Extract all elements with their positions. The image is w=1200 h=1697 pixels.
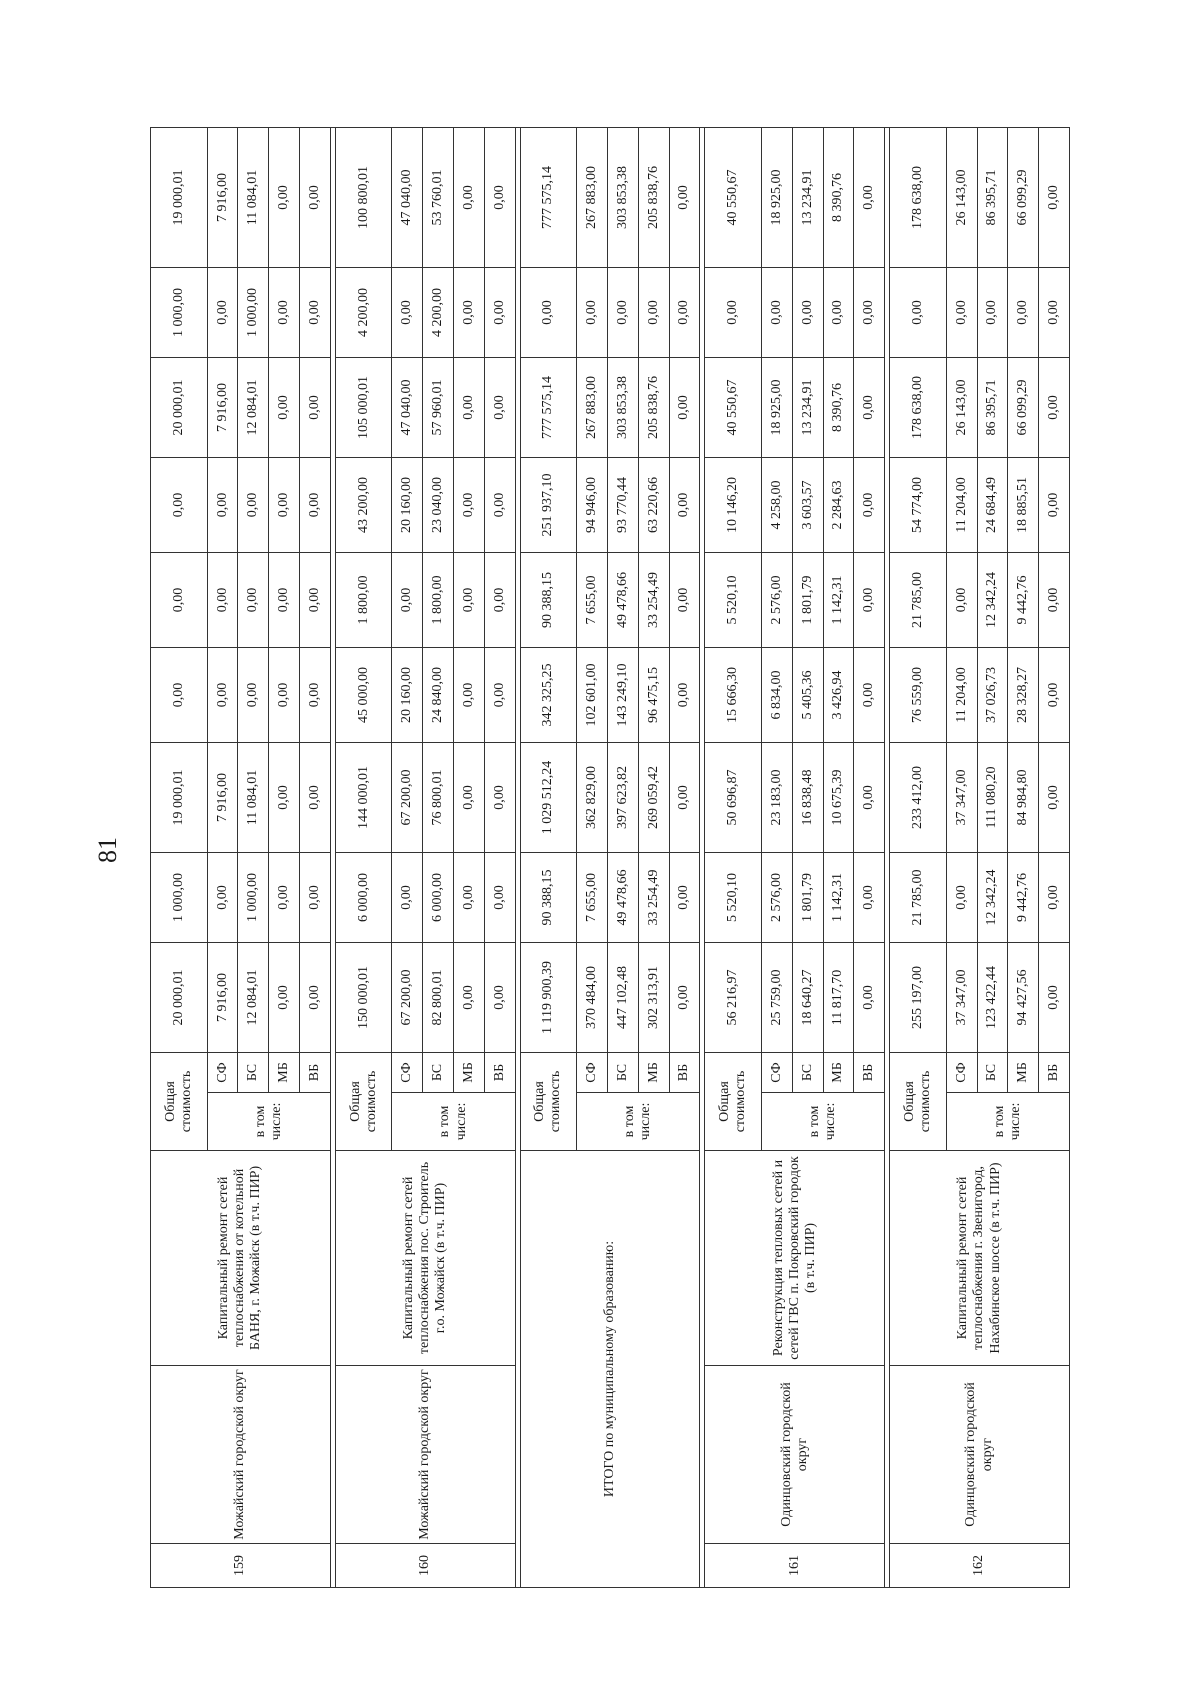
- amount-cell: 0,00: [207, 647, 238, 742]
- amount-cell: 1 800,00: [423, 552, 454, 647]
- amount-cell: 370 484,00: [577, 942, 608, 1052]
- amount-cell: 0,00: [1039, 357, 1070, 457]
- including-label: в том числе:: [762, 1093, 885, 1151]
- amount-cell: 0,00: [454, 942, 485, 1052]
- fund-code: МБ: [454, 1052, 485, 1092]
- fund-code: ВБ: [484, 1052, 515, 1092]
- amount-cell: 0,00: [854, 647, 885, 742]
- amount-cell: 0,00: [854, 942, 885, 1052]
- table-row: [705, 127, 762, 1587]
- amount-cell: 63 220,66: [638, 457, 669, 552]
- amount-cell: 2 284,63: [823, 457, 854, 552]
- table-row: [151, 127, 208, 1587]
- amount-cell: 0,00: [854, 127, 885, 267]
- fund-code: ВБ: [300, 1052, 331, 1092]
- amount-cell: 342 325,25: [520, 647, 577, 742]
- fund-code: ВБ: [854, 1052, 885, 1092]
- fund-code: БС: [977, 1052, 1008, 1092]
- amount-cell: 1 000,00: [238, 267, 269, 357]
- fund-code: МБ: [638, 1052, 669, 1092]
- amount-cell: 0,00: [823, 267, 854, 357]
- amount-cell: 7 916,00: [207, 357, 238, 457]
- amount-cell: 362 829,00: [577, 742, 608, 852]
- fund-code: СФ: [946, 1052, 977, 1092]
- amount-cell: 1 000,00: [238, 852, 269, 942]
- amount-cell: 269 059,42: [638, 742, 669, 852]
- amount-cell: 7 655,00: [577, 852, 608, 942]
- amount-cell: 0,00: [300, 552, 331, 647]
- amount-cell: 0,00: [946, 852, 977, 942]
- amount-cell: 3 603,57: [792, 457, 823, 552]
- amount-cell: 20 160,00: [392, 647, 423, 742]
- amount-cell: 49 478,66: [608, 552, 639, 647]
- amount-cell: 56 216,97: [705, 942, 762, 1052]
- amount-cell: 0,00: [269, 267, 300, 357]
- total-cost-label: Общая стоимость: [890, 1052, 947, 1150]
- amount-cell: 0,00: [854, 742, 885, 852]
- amount-cell: 0,00: [792, 267, 823, 357]
- amount-cell: 13 234,91: [792, 357, 823, 457]
- amount-cell: 50 696,87: [705, 742, 762, 852]
- page-number: 81: [93, 837, 122, 863]
- amount-cell: 0,00: [484, 267, 515, 357]
- amount-cell: 205 838,76: [638, 357, 669, 457]
- table-row: [335, 127, 392, 1587]
- amount-cell: 267 883,00: [577, 357, 608, 457]
- amount-cell: 5 520,10: [705, 552, 762, 647]
- amount-cell: 0,00: [300, 357, 331, 457]
- amount-cell: 0,00: [392, 852, 423, 942]
- amount-cell: 0,00: [454, 267, 485, 357]
- amount-cell: 15 666,30: [705, 647, 762, 742]
- amount-cell: 0,00: [1039, 457, 1070, 552]
- amount-cell: 7 916,00: [207, 942, 238, 1052]
- amount-cell: 11 084,01: [238, 742, 269, 852]
- amount-cell: 0,00: [854, 552, 885, 647]
- amount-cell: 0,00: [854, 267, 885, 357]
- table-row: [890, 127, 947, 1587]
- amount-cell: 0,00: [454, 552, 485, 647]
- amount-cell: 9 442,76: [1008, 852, 1039, 942]
- amount-cell: 49 478,66: [608, 852, 639, 942]
- municipality-name: Одинцовский городской округ: [890, 1366, 1070, 1544]
- amount-cell: 0,00: [269, 127, 300, 267]
- amount-cell: 90 388,15: [520, 852, 577, 942]
- amount-cell: 24 684,49: [977, 457, 1008, 552]
- amount-cell: 11 817,70: [823, 942, 854, 1052]
- amount-cell: 178 638,00: [890, 357, 947, 457]
- amount-cell: 0,00: [484, 852, 515, 942]
- amount-cell: 0,00: [1039, 552, 1070, 647]
- amount-cell: 777 575,14: [520, 127, 577, 267]
- including-label: в том числе:: [392, 1093, 515, 1151]
- total-cost-label: Общая стоимость: [335, 1052, 392, 1150]
- amount-cell: 43 200,00: [335, 457, 392, 552]
- amount-cell: 0,00: [238, 457, 269, 552]
- total-row: [520, 127, 577, 1587]
- amount-cell: 0,00: [669, 357, 700, 457]
- fund-code: БС: [423, 1052, 454, 1092]
- amount-cell: 0,00: [269, 647, 300, 742]
- amount-cell: 0,00: [300, 852, 331, 942]
- amount-cell: 26 143,00: [946, 357, 977, 457]
- amount-cell: 11 084,01: [238, 127, 269, 267]
- amount-cell: 144 000,01: [335, 742, 392, 852]
- amount-cell: 0,00: [1039, 942, 1070, 1052]
- amount-cell: 0,00: [669, 742, 700, 852]
- amount-cell: 0,00: [669, 552, 700, 647]
- amount-cell: 0,00: [238, 552, 269, 647]
- amount-cell: 37 026,73: [977, 647, 1008, 742]
- object-name: Капитальный ремонт сетей теплоснабжения от котельной БАНЯ, г. Можайск (в т.ч. ПИР): [151, 1151, 331, 1366]
- object-name: Капитальный ремонт сетей теплоснабжения г. Звенигород, Нахабинское шоссе (в т.ч. ПИР): [890, 1151, 1070, 1366]
- object-name: Реконструкция тепловых сетей и сетей ГВС п. Покровский городок (в т.ч. ПИР): [705, 1151, 885, 1366]
- amount-cell: 0,00: [484, 457, 515, 552]
- table-body: [151, 127, 1070, 1587]
- amount-cell: 12 084,01: [238, 357, 269, 457]
- amount-cell: 12 342,24: [977, 552, 1008, 647]
- amount-cell: 0,00: [1039, 127, 1070, 267]
- amount-cell: 76 800,01: [423, 742, 454, 852]
- amount-cell: 255 197,00: [890, 942, 947, 1052]
- amount-cell: 2 576,00: [762, 552, 793, 647]
- amount-cell: 0,00: [300, 127, 331, 267]
- amount-cell: 0,00: [520, 267, 577, 357]
- amount-cell: 0,00: [151, 647, 208, 742]
- amount-cell: 0,00: [454, 852, 485, 942]
- amount-cell: 143 249,10: [608, 647, 639, 742]
- fund-code: МБ: [823, 1052, 854, 1092]
- amount-cell: 20 000,01: [151, 942, 208, 1052]
- amount-cell: 0,00: [300, 267, 331, 357]
- amount-cell: 11 204,00: [946, 647, 977, 742]
- amount-cell: 0,00: [854, 357, 885, 457]
- amount-cell: 20 000,01: [151, 357, 208, 457]
- amount-cell: 0,00: [946, 552, 977, 647]
- amount-cell: 37 347,00: [946, 742, 977, 852]
- amount-cell: 6 000,00: [335, 852, 392, 942]
- amount-cell: 0,00: [269, 742, 300, 852]
- amount-cell: 0,00: [669, 942, 700, 1052]
- fund-code: ВБ: [669, 1052, 700, 1092]
- amount-cell: 4 200,00: [423, 267, 454, 357]
- amount-cell: 16 838,48: [792, 742, 823, 852]
- amount-cell: 54 774,00: [890, 457, 947, 552]
- rotated-table-container: [150, 128, 1070, 1588]
- amount-cell: 0,00: [890, 267, 947, 357]
- amount-cell: 4 200,00: [335, 267, 392, 357]
- amount-cell: 19 000,01: [151, 742, 208, 852]
- amount-cell: 76 559,00: [890, 647, 947, 742]
- including-label: в том числе:: [946, 1093, 1069, 1151]
- amount-cell: 6 834,00: [762, 647, 793, 742]
- amount-cell: 150 000,01: [335, 942, 392, 1052]
- amount-cell: 233 412,00: [890, 742, 947, 852]
- amount-cell: 1 801,79: [792, 852, 823, 942]
- amount-cell: 0,00: [454, 127, 485, 267]
- amount-cell: 67 200,00: [392, 742, 423, 852]
- amount-cell: 0,00: [151, 552, 208, 647]
- amount-cell: 67 200,00: [392, 942, 423, 1052]
- including-label: в том числе:: [207, 1093, 330, 1151]
- municipality-name: Можайский городской округ: [335, 1366, 515, 1544]
- row-number: 160: [335, 1544, 515, 1588]
- amount-cell: 0,00: [269, 357, 300, 457]
- including-label: в том числе:: [577, 1093, 700, 1151]
- amount-cell: 1 142,31: [823, 852, 854, 942]
- amount-cell: 0,00: [269, 552, 300, 647]
- amount-cell: 0,00: [1039, 647, 1070, 742]
- amount-cell: 0,00: [207, 267, 238, 357]
- amount-cell: 4 258,00: [762, 457, 793, 552]
- amount-cell: 93 770,44: [608, 457, 639, 552]
- amount-cell: 111 080,20: [977, 742, 1008, 852]
- amount-cell: 0,00: [854, 457, 885, 552]
- amount-cell: 0,00: [392, 267, 423, 357]
- amount-cell: 5 520,10: [705, 852, 762, 942]
- fund-code: БС: [792, 1052, 823, 1092]
- amount-cell: 0,00: [705, 267, 762, 357]
- amount-cell: 24 840,00: [423, 647, 454, 742]
- fund-code: ВБ: [1039, 1052, 1070, 1092]
- amount-cell: 11 204,00: [946, 457, 977, 552]
- amount-cell: 86 395,71: [977, 127, 1008, 267]
- amount-cell: 94 946,00: [577, 457, 608, 552]
- object-name: Капитальный ремонт сетей теплоснабжения пос. Строитель г.о. Можайск (в т.ч. ПИР): [335, 1151, 515, 1366]
- amount-cell: 0,00: [484, 942, 515, 1052]
- fund-code: СФ: [577, 1052, 608, 1092]
- amount-cell: 0,00: [1039, 742, 1070, 852]
- amount-cell: 40 550,67: [705, 357, 762, 457]
- amount-cell: 0,00: [1039, 852, 1070, 942]
- row-number: 162: [890, 1544, 1070, 1588]
- amount-cell: 1 000,00: [151, 852, 208, 942]
- fund-code: СФ: [392, 1052, 423, 1092]
- amount-cell: 37 347,00: [946, 942, 977, 1052]
- amount-cell: 53 760,01: [423, 127, 454, 267]
- amount-cell: 7 916,00: [207, 127, 238, 267]
- amount-cell: 23 040,00: [423, 457, 454, 552]
- amount-cell: 84 984,80: [1008, 742, 1039, 852]
- amount-cell: 302 313,91: [638, 942, 669, 1052]
- amount-cell: 100 800,01: [335, 127, 392, 267]
- amount-cell: 0,00: [207, 852, 238, 942]
- amount-cell: 7 655,00: [577, 552, 608, 647]
- amount-cell: 0,00: [269, 852, 300, 942]
- amount-cell: 0,00: [577, 267, 608, 357]
- amount-cell: 96 475,15: [638, 647, 669, 742]
- fund-code: СФ: [762, 1052, 793, 1092]
- amount-cell: 0,00: [484, 742, 515, 852]
- amount-cell: 47 040,00: [392, 357, 423, 457]
- amount-cell: 0,00: [762, 267, 793, 357]
- amount-cell: 0,00: [207, 552, 238, 647]
- amount-cell: 0,00: [1039, 267, 1070, 357]
- amount-cell: 0,00: [669, 267, 700, 357]
- amount-cell: 0,00: [300, 942, 331, 1052]
- amount-cell: 66 099,29: [1008, 357, 1039, 457]
- amount-cell: 0,00: [300, 742, 331, 852]
- amount-cell: 0,00: [207, 457, 238, 552]
- fund-code: СФ: [207, 1052, 238, 1092]
- amount-cell: 0,00: [608, 267, 639, 357]
- amount-cell: 0,00: [484, 552, 515, 647]
- amount-cell: 1 800,00: [335, 552, 392, 647]
- amount-cell: 6 000,00: [423, 852, 454, 942]
- amount-cell: 1 142,31: [823, 552, 854, 647]
- row-number: 161: [705, 1544, 885, 1588]
- amount-cell: 1 029 512,24: [520, 742, 577, 852]
- amount-cell: 0,00: [669, 647, 700, 742]
- amount-cell: 20 160,00: [392, 457, 423, 552]
- amount-cell: 5 405,36: [792, 647, 823, 742]
- amount-cell: 25 759,00: [762, 942, 793, 1052]
- budget-table: [150, 127, 1070, 1588]
- amount-cell: 447 102,48: [608, 942, 639, 1052]
- amount-cell: 0,00: [238, 647, 269, 742]
- amount-cell: 0,00: [454, 647, 485, 742]
- fund-code: БС: [608, 1052, 639, 1092]
- amount-cell: 0,00: [1008, 267, 1039, 357]
- amount-cell: 178 638,00: [890, 127, 947, 267]
- amount-cell: 18 925,00: [762, 127, 793, 267]
- total-cost-label: Общая стоимость: [705, 1052, 762, 1150]
- amount-cell: 9 442,76: [1008, 552, 1039, 647]
- amount-cell: 303 853,38: [608, 357, 639, 457]
- amount-cell: 0,00: [454, 357, 485, 457]
- amount-cell: 12 342,24: [977, 852, 1008, 942]
- amount-cell: 0,00: [269, 942, 300, 1052]
- amount-cell: 123 422,44: [977, 942, 1008, 1052]
- amount-cell: 205 838,76: [638, 127, 669, 267]
- amount-cell: 1 801,79: [792, 552, 823, 647]
- amount-cell: 0,00: [638, 267, 669, 357]
- amount-cell: 0,00: [977, 267, 1008, 357]
- total-label: ИТОГО по муниципальному образованию:: [520, 1151, 700, 1588]
- amount-cell: 21 785,00: [890, 852, 947, 942]
- amount-cell: 18 885,51: [1008, 457, 1039, 552]
- amount-cell: 3 426,94: [823, 647, 854, 742]
- total-cost-label: Общая стоимость: [151, 1052, 208, 1150]
- fund-code: МБ: [1008, 1052, 1039, 1092]
- amount-cell: 94 427,56: [1008, 942, 1039, 1052]
- amount-cell: 45 000,00: [335, 647, 392, 742]
- amount-cell: 7 916,00: [207, 742, 238, 852]
- amount-cell: 18 925,00: [762, 357, 793, 457]
- amount-cell: 0,00: [300, 647, 331, 742]
- amount-cell: 13 234,91: [792, 127, 823, 267]
- amount-cell: 40 550,67: [705, 127, 762, 267]
- amount-cell: 10 675,39: [823, 742, 854, 852]
- amount-cell: 90 388,15: [520, 552, 577, 647]
- amount-cell: 86 395,71: [977, 357, 1008, 457]
- amount-cell: 21 785,00: [890, 552, 947, 647]
- amount-cell: 0,00: [151, 457, 208, 552]
- amount-cell: 8 390,76: [823, 127, 854, 267]
- amount-cell: 267 883,00: [577, 127, 608, 267]
- amount-cell: 0,00: [454, 742, 485, 852]
- amount-cell: 47 040,00: [392, 127, 423, 267]
- amount-cell: 23 183,00: [762, 742, 793, 852]
- municipality-name: Одинцовский городской округ: [705, 1366, 885, 1544]
- row-number: 159: [151, 1544, 331, 1588]
- amount-cell: 12 084,01: [238, 942, 269, 1052]
- municipality-name: Можайский городской округ: [151, 1366, 331, 1544]
- amount-cell: 66 099,29: [1008, 127, 1039, 267]
- amount-cell: 0,00: [946, 267, 977, 357]
- amount-cell: 26 143,00: [946, 127, 977, 267]
- amount-cell: 777 575,14: [520, 357, 577, 457]
- amount-cell: 0,00: [484, 357, 515, 457]
- amount-cell: 303 853,38: [608, 127, 639, 267]
- amount-cell: 2 576,00: [762, 852, 793, 942]
- amount-cell: 19 000,01: [151, 127, 208, 267]
- amount-cell: 0,00: [669, 127, 700, 267]
- amount-cell: 0,00: [669, 852, 700, 942]
- amount-cell: 82 800,01: [423, 942, 454, 1052]
- amount-cell: 18 640,27: [792, 942, 823, 1052]
- amount-cell: 0,00: [484, 127, 515, 267]
- amount-cell: 0,00: [454, 457, 485, 552]
- amount-cell: 0,00: [854, 852, 885, 942]
- fund-code: МБ: [269, 1052, 300, 1092]
- fund-code: БС: [238, 1052, 269, 1092]
- amount-cell: 28 328,27: [1008, 647, 1039, 742]
- amount-cell: 102 601,00: [577, 647, 608, 742]
- amount-cell: 251 937,10: [520, 457, 577, 552]
- amount-cell: 10 146,20: [705, 457, 762, 552]
- amount-cell: 0,00: [269, 457, 300, 552]
- amount-cell: 0,00: [484, 647, 515, 742]
- amount-cell: 0,00: [300, 457, 331, 552]
- amount-cell: 1 119 900,39: [520, 942, 577, 1052]
- amount-cell: 33 254,49: [638, 852, 669, 942]
- amount-cell: 8 390,76: [823, 357, 854, 457]
- amount-cell: 33 254,49: [638, 552, 669, 647]
- amount-cell: 105 000,01: [335, 357, 392, 457]
- amount-cell: 1 000,00: [151, 267, 208, 357]
- amount-cell: 0,00: [392, 552, 423, 647]
- amount-cell: 57 960,01: [423, 357, 454, 457]
- amount-cell: 397 623,82: [608, 742, 639, 852]
- total-cost-label: Общая стоимость: [520, 1052, 577, 1150]
- amount-cell: 0,00: [669, 457, 700, 552]
